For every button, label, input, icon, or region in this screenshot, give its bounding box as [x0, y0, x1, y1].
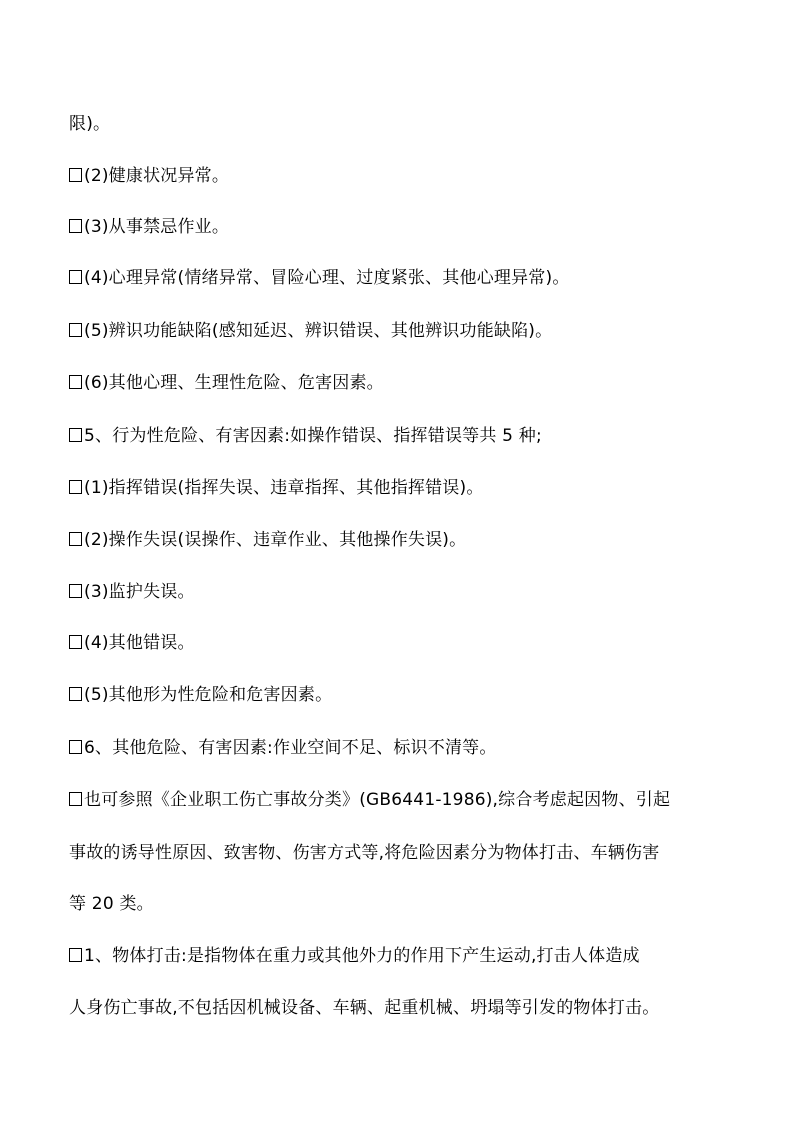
- checkbox-icon: [69, 532, 82, 546]
- text-line: [69, 997, 729, 1019]
- text-line: [69, 529, 729, 551]
- checkbox-icon: [69, 740, 82, 754]
- text-line: [69, 165, 729, 187]
- text-line: [69, 945, 729, 967]
- text-line: [69, 581, 729, 603]
- text-line: [69, 632, 729, 654]
- line-text: (5)辨识功能缺陷(感知延迟、辨识错误、其他辨识功能缺陷)。: [84, 321, 553, 341]
- line-text: 5、行为性危险、有害因素:如操作错误、指挥错误等共 5 种;: [84, 426, 542, 446]
- checkbox-icon: [69, 219, 82, 233]
- line-text: 限)。: [69, 114, 111, 134]
- line-text: 事故的诱导性原因、致害物、伤害方式等,将危险因素分为物体打击、车辆伤害: [69, 843, 660, 863]
- line-text: (2)健康状况异常。: [84, 166, 230, 186]
- text-line: [69, 477, 729, 499]
- checkbox-icon: [69, 635, 82, 649]
- text-line: [69, 372, 729, 394]
- text-line: [69, 684, 729, 706]
- text-line: [69, 425, 729, 447]
- text-line: [69, 267, 729, 289]
- line-text: (2)操作失误(误操作、违章作业、其他操作失误)。: [84, 530, 467, 550]
- line-text: (3)监护失误。: [84, 582, 195, 602]
- checkbox-icon: [69, 792, 82, 806]
- checkbox-icon: [69, 948, 82, 962]
- checkbox-icon: [69, 428, 82, 442]
- checkbox-icon: [69, 480, 82, 494]
- checkbox-icon: [69, 323, 82, 337]
- checkbox-icon: [69, 584, 82, 598]
- line-text: (4)其他错误。: [84, 633, 195, 653]
- line-text: (6)其他心理、生理性危险、危害因素。: [84, 373, 384, 393]
- line-text: 等 20 类。: [69, 894, 154, 914]
- checkbox-icon: [69, 270, 82, 284]
- text-line: [69, 893, 729, 915]
- line-text: 人身伤亡事故,不包括因机械设备、车辆、起重机械、坍塌等引发的物体打击。: [69, 998, 660, 1018]
- line-text: (5)其他形为性危险和危害因素。: [84, 685, 333, 705]
- text-line: [69, 113, 729, 135]
- line-text: 6、其他危险、有害因素:作业空间不足、标识不清等。: [84, 738, 497, 758]
- text-line: [69, 789, 729, 811]
- line-text: (3)从事禁忌作业。: [84, 217, 230, 237]
- text-line: [69, 320, 729, 342]
- checkbox-icon: [69, 168, 82, 182]
- line-text: (1)指挥错误(指挥失误、违章指挥、其他指挥错误)。: [84, 478, 484, 498]
- line-text: 也可参照《企业职工伤亡事故分类》(GB6441-1986),综合考虑起因物、引起: [84, 790, 671, 810]
- text-line: [69, 842, 729, 864]
- text-line: [69, 216, 729, 238]
- text-line: [69, 737, 729, 759]
- line-text: 1、物体打击:是指物体在重力或其他外力的作用下产生运动,打击人体造成: [84, 946, 640, 966]
- checkbox-icon: [69, 375, 82, 389]
- line-text: (4)心理异常(情绪异常、冒险心理、过度紧张、其他心理异常)。: [84, 268, 570, 288]
- checkbox-icon: [69, 687, 82, 701]
